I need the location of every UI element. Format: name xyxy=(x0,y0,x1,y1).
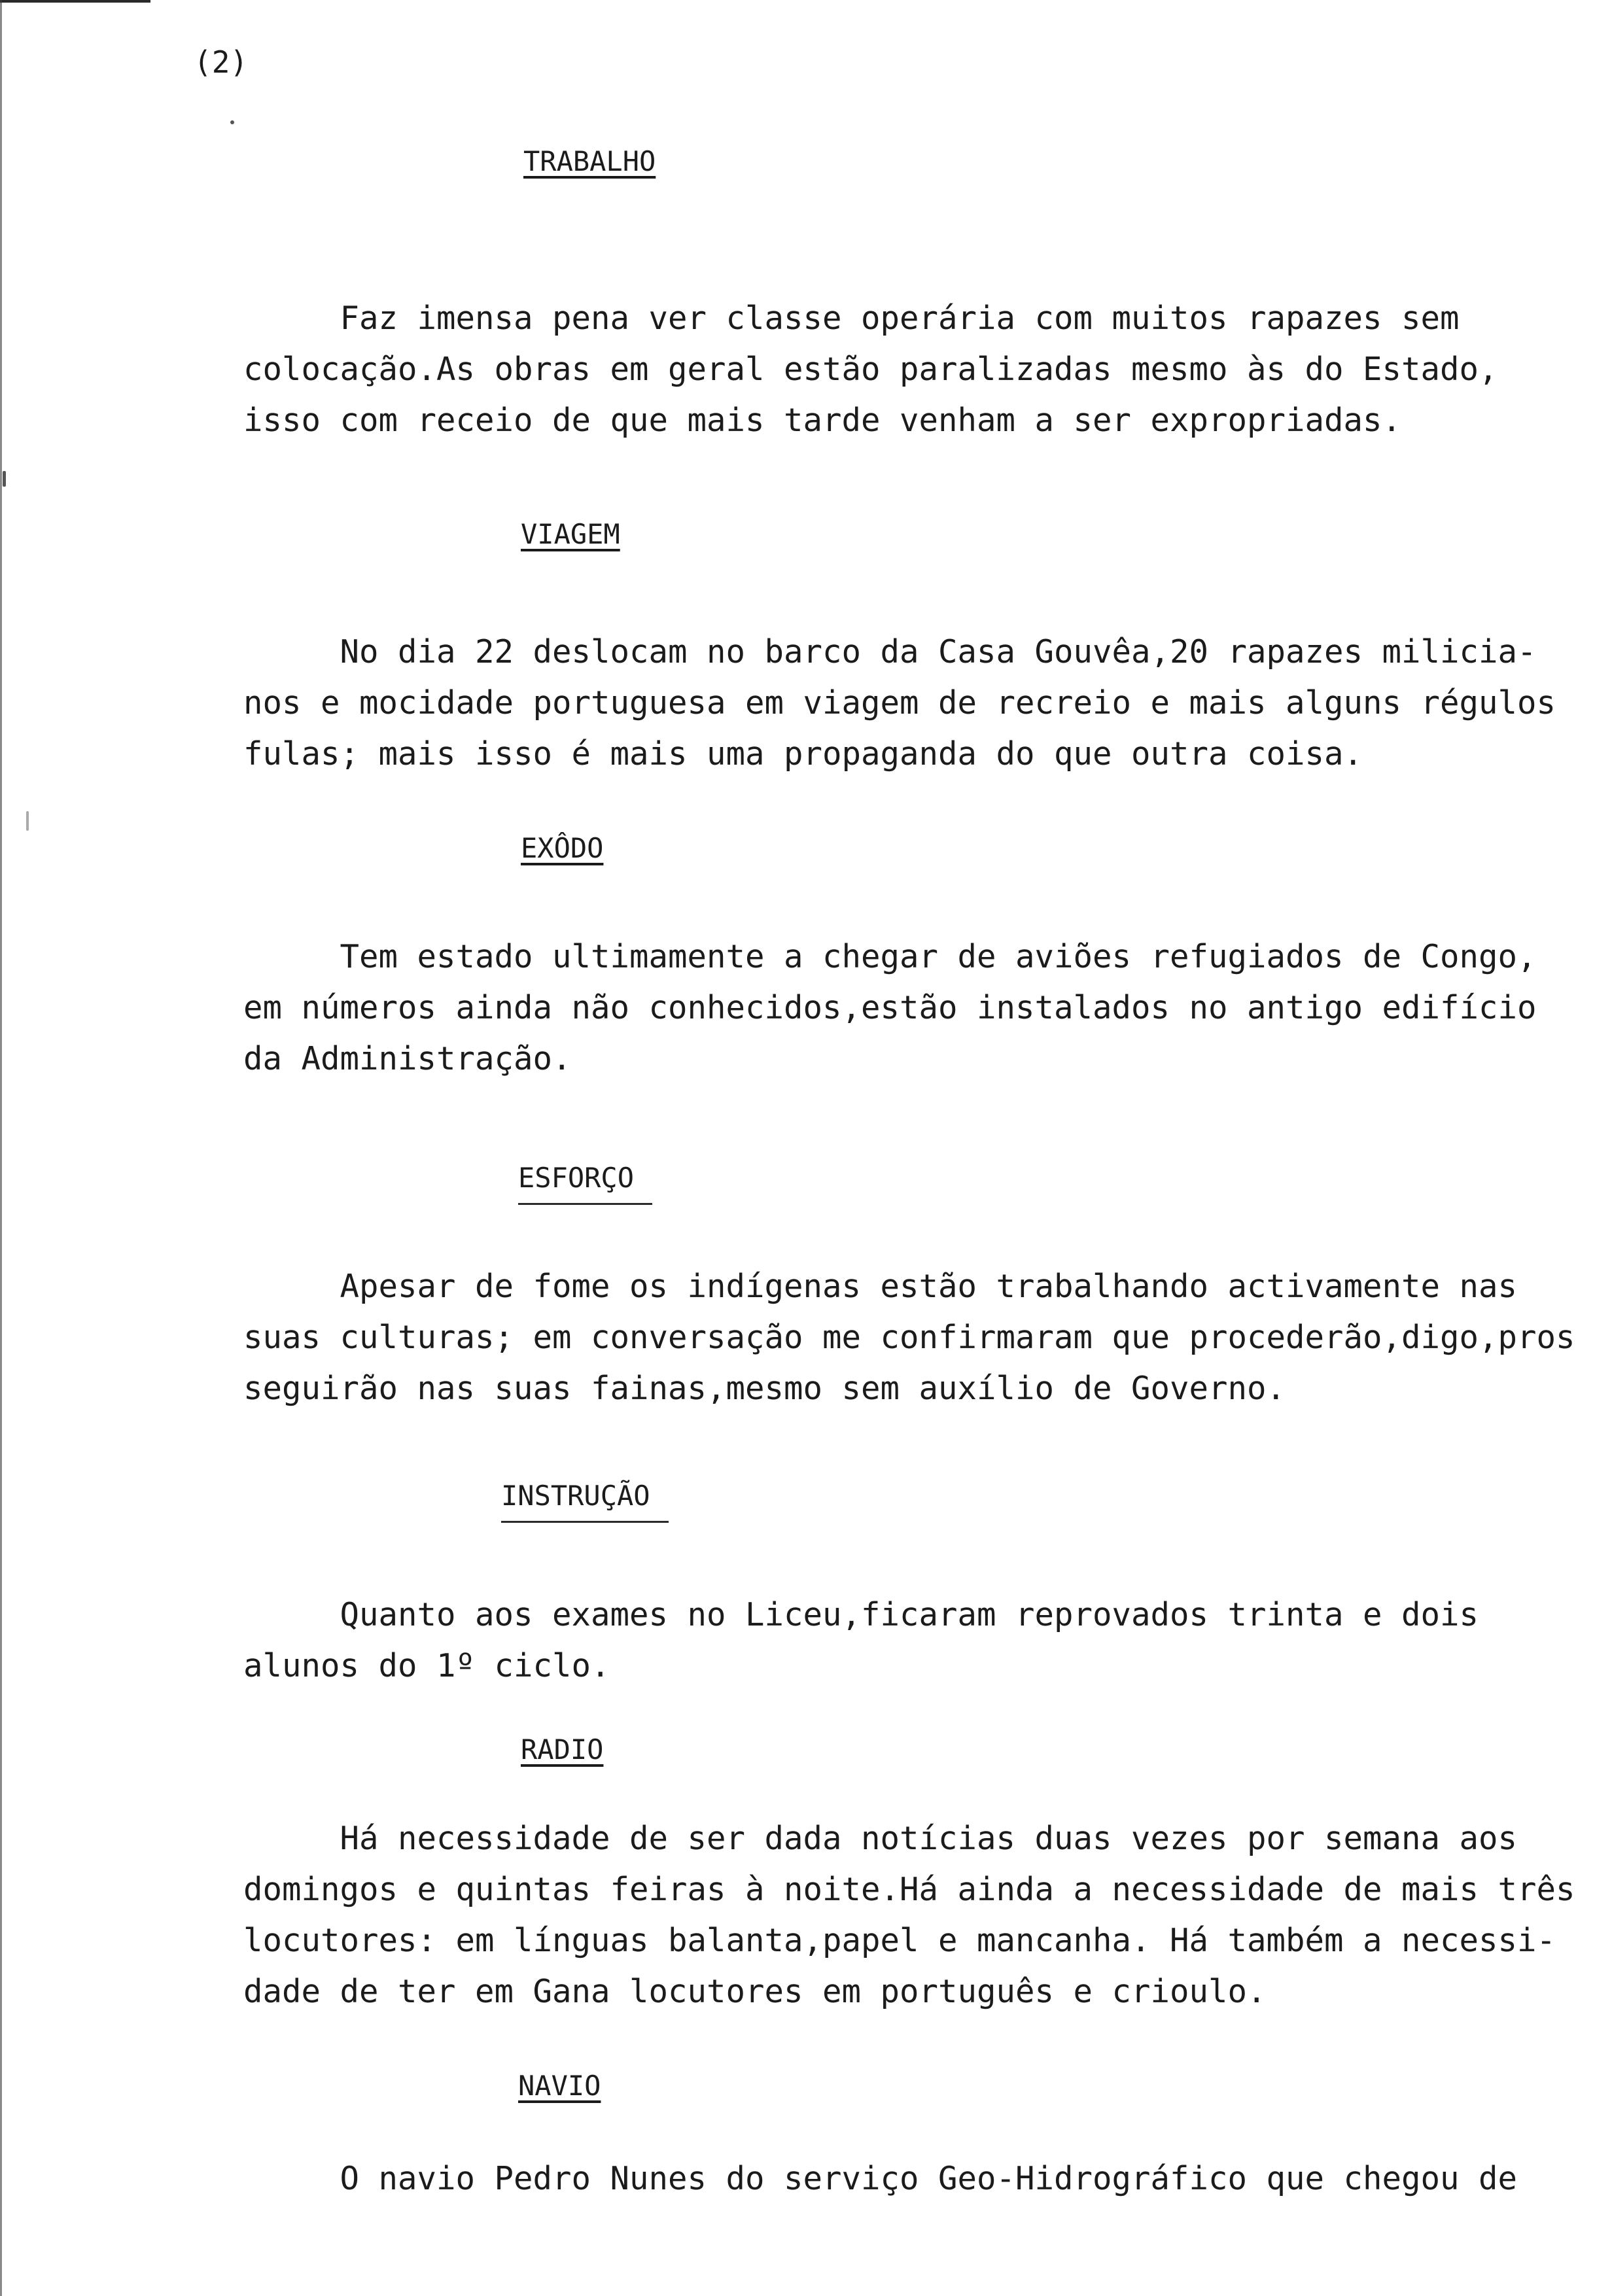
scan-edge-left xyxy=(0,0,2,2296)
text-line: da Administração. xyxy=(243,1040,572,1077)
text-line: O navio Pedro Nunes do serviço Geo-Hidrográfico que chegou de xyxy=(243,2160,1518,2197)
text-line: seguirão nas suas fainas,mesmo sem auxílio de Governo. xyxy=(243,1370,1286,1407)
text-line: suas culturas; em conversação me confirmaram que procederão,digo,pros xyxy=(243,1319,1575,1356)
section-heading-viagem: VIAGEM xyxy=(521,518,620,550)
text-line: isso com receio de que mais tarde venham a ser expropriadas. xyxy=(243,402,1402,439)
section-heading-radio: RADIO xyxy=(521,1733,604,1765)
text-line: dade de ter em Gana locutores em português e crioulo. xyxy=(243,1973,1267,2010)
text-line: domingos e quintas feiras à noite.Há ainda a necessidade de mais três xyxy=(243,1871,1575,1908)
scan-speck xyxy=(3,471,6,487)
text-line: alunos do 1º ciclo. xyxy=(243,1647,610,1684)
text-line: Há necessidade de ser dada notícias duas vezes por semana aos xyxy=(243,1820,1518,1857)
text-line: locutores: em línguas balanta,papel e mancanha. Há também a necessi- xyxy=(243,1922,1556,1959)
text-line: Quanto aos exames no Liceu,ficaram reprovados trinta e dois xyxy=(243,1596,1479,1633)
text-line: fulas; mais isso é mais uma propaganda do que outra coisa. xyxy=(243,735,1363,773)
section-body-instrucao xyxy=(243,1590,1604,1692)
section-body-radio xyxy=(243,1813,1604,2017)
scan-edge-top xyxy=(0,0,150,3)
text-line: Faz imensa pena ver classe operária com muitos rapazes sem xyxy=(243,300,1460,337)
section-heading-instrucao: INSTRUÇÃO xyxy=(501,1480,669,1523)
section-heading-esforco: ESFORÇO xyxy=(518,1162,652,1205)
section-heading-trabalho: TRABALHO xyxy=(523,145,656,177)
text-line: Tem estado ultimamente a chegar de aviões refugiados de Congo, xyxy=(243,938,1537,975)
page-number: (2) xyxy=(194,44,249,80)
scan-speck xyxy=(230,120,234,124)
text-line: colocação.As obras em geral estão paralizadas mesmo às do Estado, xyxy=(243,351,1498,388)
section-body-trabalho xyxy=(243,293,1604,446)
text-line: em números ainda não conhecidos,estão instalados no antigo edifício xyxy=(243,989,1537,1026)
text-line: Apesar de fome os indígenas estão trabalhando activamente nas xyxy=(243,1268,1518,1305)
section-heading-exodo: EXÔDO xyxy=(521,832,604,864)
text-line: No dia 22 deslocam no barco da Casa Gouvêa,20 rapazes milicia- xyxy=(243,633,1537,670)
section-body-viagem xyxy=(243,627,1604,780)
section-body-exodo xyxy=(243,931,1604,1085)
section-heading-navio: NAVIO xyxy=(518,2070,601,2102)
section-body-esforco xyxy=(243,1261,1604,1414)
text-line: nos e mocidade portuguesa em viagem de recreio e mais alguns régulos xyxy=(243,684,1556,722)
section-body-navio xyxy=(243,2153,1604,2204)
scan-speck xyxy=(26,811,29,831)
